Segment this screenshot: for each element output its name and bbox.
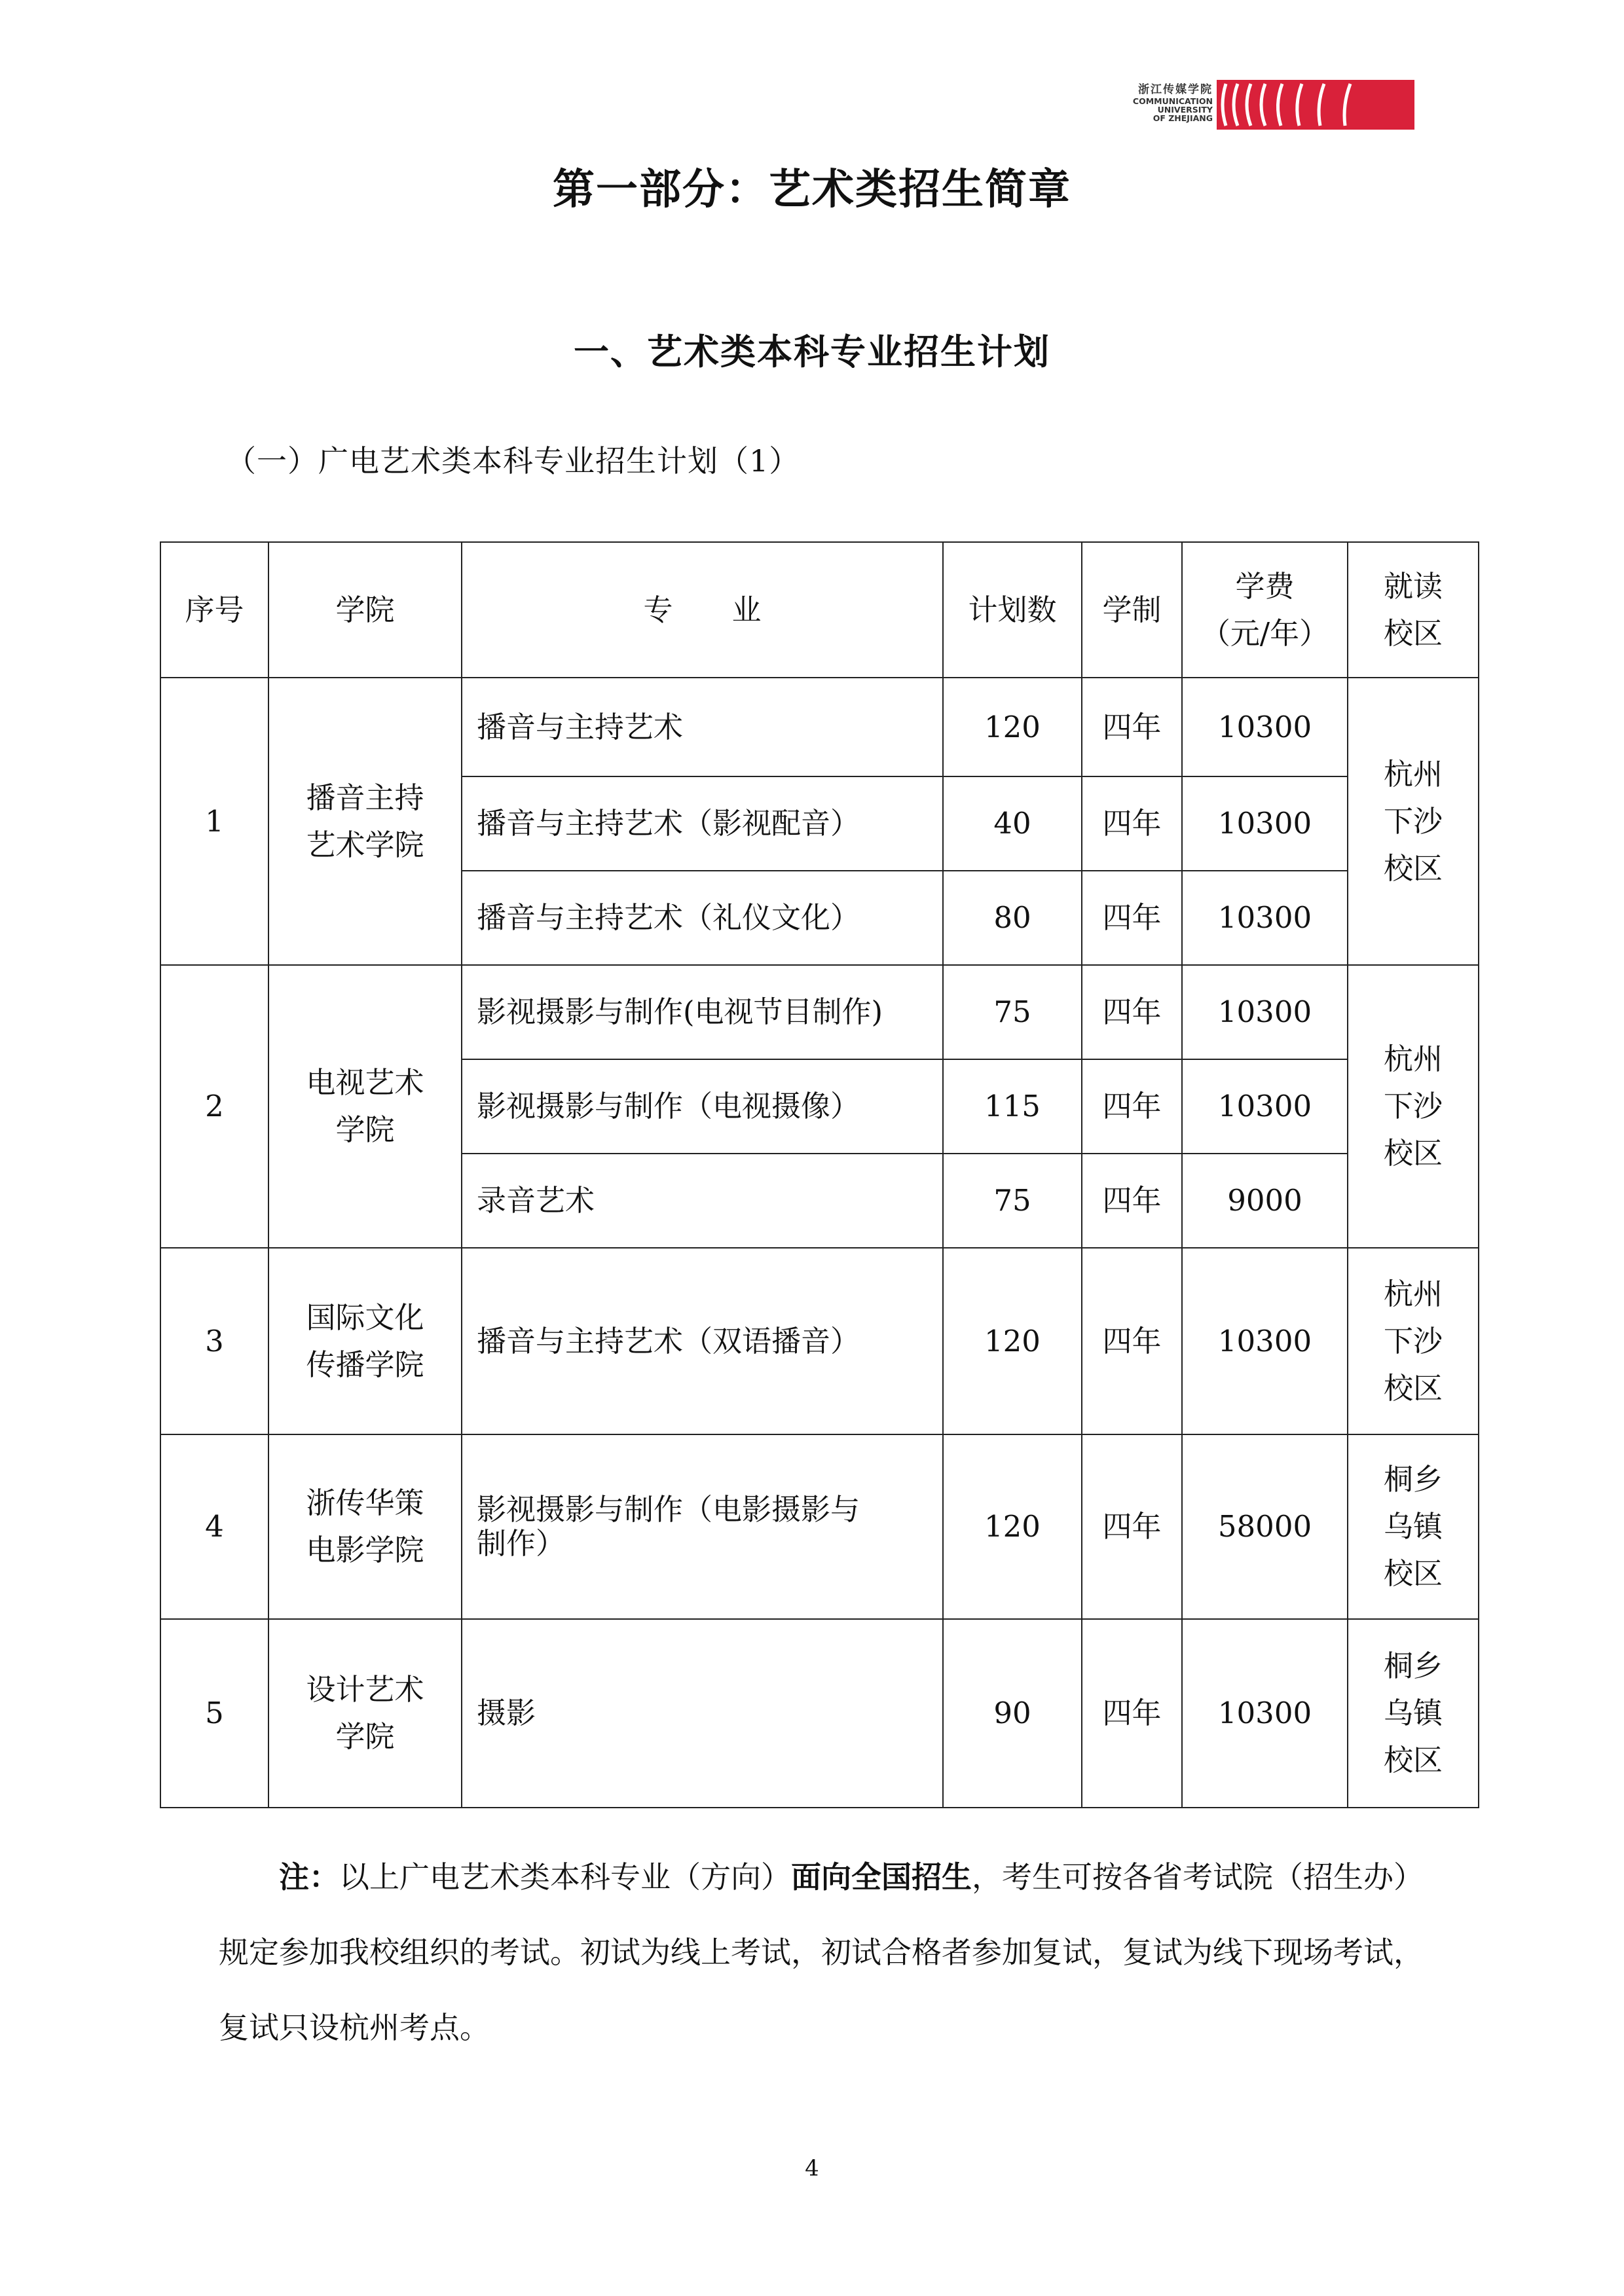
section-title: 一、艺术类本科专业招生计划 <box>574 331 1050 373</box>
row-plan: 75 <box>943 1154 1082 1248</box>
university-logo <box>1113 77 1414 134</box>
logo-name-en: COMMUNICATION UNIVERSITY OF ZHEJIANG <box>1132 96 1213 123</box>
row-campus: 桐乡 乌镇 校区 <box>1348 1619 1479 1808</box>
row-major: 播音与主持艺术（影视配音） <box>462 776 943 871</box>
row-duration: 四年 <box>1082 1619 1182 1808</box>
row-fee: 10300 <box>1182 776 1348 871</box>
page-number: 4 <box>805 2155 819 2181</box>
note-emphasis: 面向全国招生 <box>791 1859 972 1895</box>
row-no: 3 <box>160 1248 268 1434</box>
header-campus: 就读 校区 <box>1348 542 1479 678</box>
header-plan: 计划数 <box>943 542 1082 678</box>
row-plan: 115 <box>943 1059 1082 1154</box>
row-duration: 四年 <box>1082 776 1182 871</box>
row-fee: 9000 <box>1182 1154 1348 1248</box>
row-college: 浙传华策 电影学院 <box>268 1434 462 1619</box>
row-college: 国际文化 传播学院 <box>268 1248 462 1434</box>
table-header-row <box>160 542 1479 678</box>
row-major: 影视摄影与制作（电影摄影与 制作） <box>462 1434 943 1619</box>
row-fee: 10300 <box>1182 1059 1348 1154</box>
table-row <box>160 678 1479 776</box>
table-row <box>160 965 1479 1059</box>
enrollment-plan-table <box>160 541 1479 1808</box>
row-major: 影视摄影与制作（电视摄像） <box>462 1059 943 1154</box>
header-duration: 学制 <box>1082 542 1182 678</box>
logo-name-cn: 浙江传媒学院 <box>1138 83 1213 96</box>
row-duration: 四年 <box>1082 871 1182 965</box>
row-college: 播音主持 艺术学院 <box>268 678 462 965</box>
row-major: 录音艺术 <box>462 1154 943 1248</box>
row-major: 影视摄影与制作(电视节目制作) <box>462 965 943 1059</box>
row-major: 播音与主持艺术（礼仪文化） <box>462 871 943 965</box>
note-label: 注： <box>279 1859 339 1895</box>
header-college: 学院 <box>268 542 462 678</box>
row-fee: 10300 <box>1182 871 1348 965</box>
row-duration: 四年 <box>1082 1248 1182 1434</box>
row-duration: 四年 <box>1082 1434 1182 1619</box>
row-campus: 杭州 下沙 校区 <box>1348 965 1479 1248</box>
row-no: 2 <box>160 965 268 1248</box>
table-title: （一）广电艺术类本科专业招生计划（1） <box>226 443 800 479</box>
row-plan: 40 <box>943 776 1082 871</box>
row-campus: 杭州 下沙 校区 <box>1348 1248 1479 1434</box>
row-campus: 杭州 下沙 校区 <box>1348 678 1479 965</box>
note-paragraph <box>219 1840 1430 2066</box>
row-plan: 80 <box>943 871 1082 965</box>
row-major: 摄影 <box>462 1619 943 1808</box>
row-duration: 四年 <box>1082 965 1182 1059</box>
header-no: 序号 <box>160 542 268 678</box>
note-text-1: 以上广电艺术类本科专业（方向） <box>339 1859 791 1895</box>
header-fee: 学费 （元/年） <box>1182 542 1348 678</box>
row-college: 电视艺术 学院 <box>268 965 462 1248</box>
note-text-2: ，考生可按各省考试院（招生办）规定参加我校组织的考试。初试为线上考试，初试合格者参加复试，复试为线下现场考试，复试只设杭州考点。 <box>219 1859 1424 2045</box>
row-no: 5 <box>160 1619 268 1808</box>
row-duration: 四年 <box>1082 1059 1182 1154</box>
row-major: 播音与主持艺术 <box>462 678 943 776</box>
page-title: 第一部分：艺术类招生简章 <box>553 166 1071 214</box>
row-fee: 10300 <box>1182 1248 1348 1434</box>
table-row <box>160 1248 1479 1434</box>
row-fee: 10300 <box>1182 1619 1348 1808</box>
row-plan: 120 <box>943 1248 1082 1434</box>
row-major: 播音与主持艺术（双语播音） <box>462 1248 943 1434</box>
row-fee: 58000 <box>1182 1434 1348 1619</box>
row-college: 设计艺术 学院 <box>268 1619 462 1808</box>
row-duration: 四年 <box>1082 1154 1182 1248</box>
table-row <box>160 1619 1479 1808</box>
row-no: 4 <box>160 1434 268 1619</box>
row-plan: 75 <box>943 965 1082 1059</box>
row-plan: 120 <box>943 1434 1082 1619</box>
row-fee: 10300 <box>1182 965 1348 1059</box>
row-plan: 90 <box>943 1619 1082 1808</box>
row-plan: 120 <box>943 678 1082 776</box>
table-row <box>160 1434 1479 1619</box>
row-campus: 桐乡 乌镇 校区 <box>1348 1434 1479 1619</box>
logo-mark-icon <box>1217 80 1414 130</box>
header-major: 专 业 <box>462 542 943 678</box>
row-fee: 10300 <box>1182 678 1348 776</box>
row-no: 1 <box>160 678 268 965</box>
row-duration: 四年 <box>1082 678 1182 776</box>
